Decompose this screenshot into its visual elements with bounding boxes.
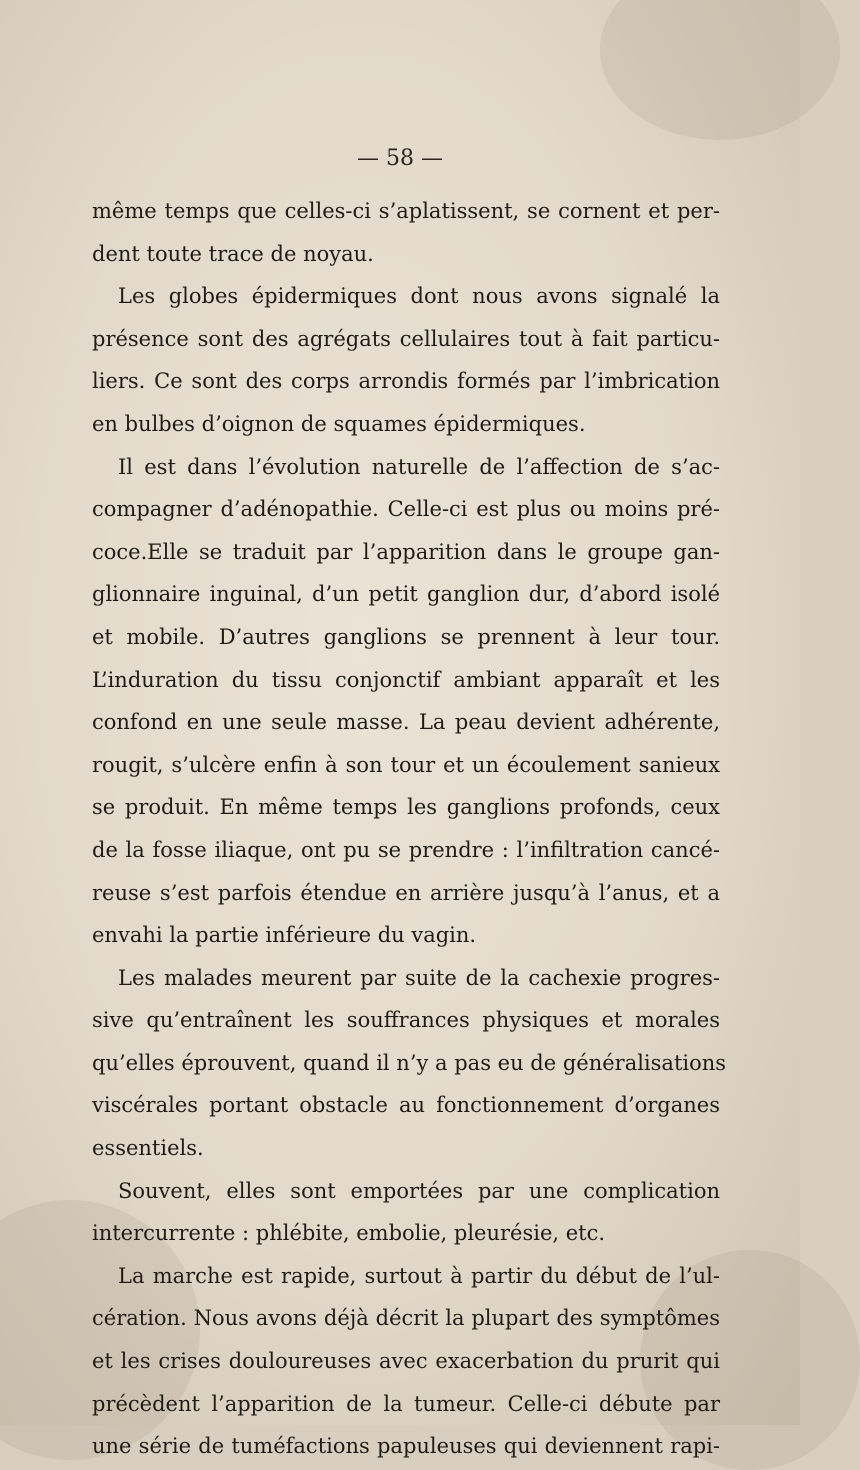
text-line: essentiels. — [92, 1136, 204, 1161]
text-line: Les malades meurent par suite de la cachexie progres- — [118, 965, 720, 990]
text-line: envahi la partie inférieure du vagin. — [92, 923, 477, 948]
text-line: et les crises douloureuses avec exacerbation du prurit qui — [92, 1349, 720, 1374]
text-line: précèdent l’apparition de la tumeur. Celle-ci débute par — [92, 1391, 720, 1416]
text-line: liers. Ce sont des corps arrondis formés par l’imbrication — [92, 369, 720, 394]
text-line: coce.Elle se traduit par l’apparition dans le groupe gan- — [92, 539, 720, 564]
text-line: qu’elles éprouvent, quand il n’y a pas eu de généralisations — [92, 1050, 727, 1075]
text-line: glionnaire inguinal, d’un petit ganglion dur, d’abord isolé — [92, 582, 720, 607]
text-line: La marche est rapide, surtout à partir du début de l’ul- — [118, 1263, 720, 1288]
text-line: Il est dans l’évolution naturelle de l’affection de s’ac- — [118, 454, 720, 479]
text-line: Les globes épidermiques dont nous avons signalé la — [118, 284, 720, 309]
text-line: intercurrente : phlébite, embolie, pleurésie, etc. — [92, 1221, 606, 1246]
text-line: confond en une seule masse. La peau devient adhérente, — [92, 710, 720, 735]
text-line: même temps que celles-ci s’aplatissent, se cornent et per- — [92, 199, 720, 223]
text-line: Souvent, elles sont emportées par une complication — [118, 1178, 720, 1203]
page-number: — 58 — — [357, 146, 443, 171]
text-line: et mobile. D’autres ganglions se prennent à leur tour. — [92, 624, 720, 649]
text-line: cération. Nous avons déjà décrit la plupart des symptômes — [92, 1306, 720, 1331]
paper-stain — [600, 0, 840, 140]
text-line: se produit. En même temps les ganglions profonds, ceux — [92, 795, 720, 820]
text-line: L’induration du tissu conjonctif ambiant apparaît et les — [92, 667, 720, 692]
text-line: compagner d’adénopathie. Celle-ci est plus ou moins pré- — [92, 497, 720, 522]
text-line: viscérales portant obstacle au fonctionnement d’organes — [92, 1093, 720, 1118]
body-text — [92, 190, 727, 1468]
text-line: en bulbes d’oignon de squames épidermiques. — [92, 411, 586, 436]
text-line: dent toute trace de noyau. — [92, 241, 374, 266]
text-line: sive qu’entraînent les souffrances physiques et morales — [92, 1008, 720, 1033]
text-line: rougit, s’ulcère enfin à son tour et un écoulement sanieux — [92, 752, 720, 777]
text-line: reuse s’est parfois étendue en arrière jusqu’à l’anus, et a — [92, 880, 720, 905]
text-line: présence sont des agrégats cellulaires tout à fait particu- — [92, 326, 720, 351]
text-line: de la fosse iliaque, ont pu se prendre : l’infiltration cancé- — [92, 837, 720, 862]
text-line: une série de tuméfactions papuleuses qui deviennent rapi- — [92, 1434, 720, 1459]
